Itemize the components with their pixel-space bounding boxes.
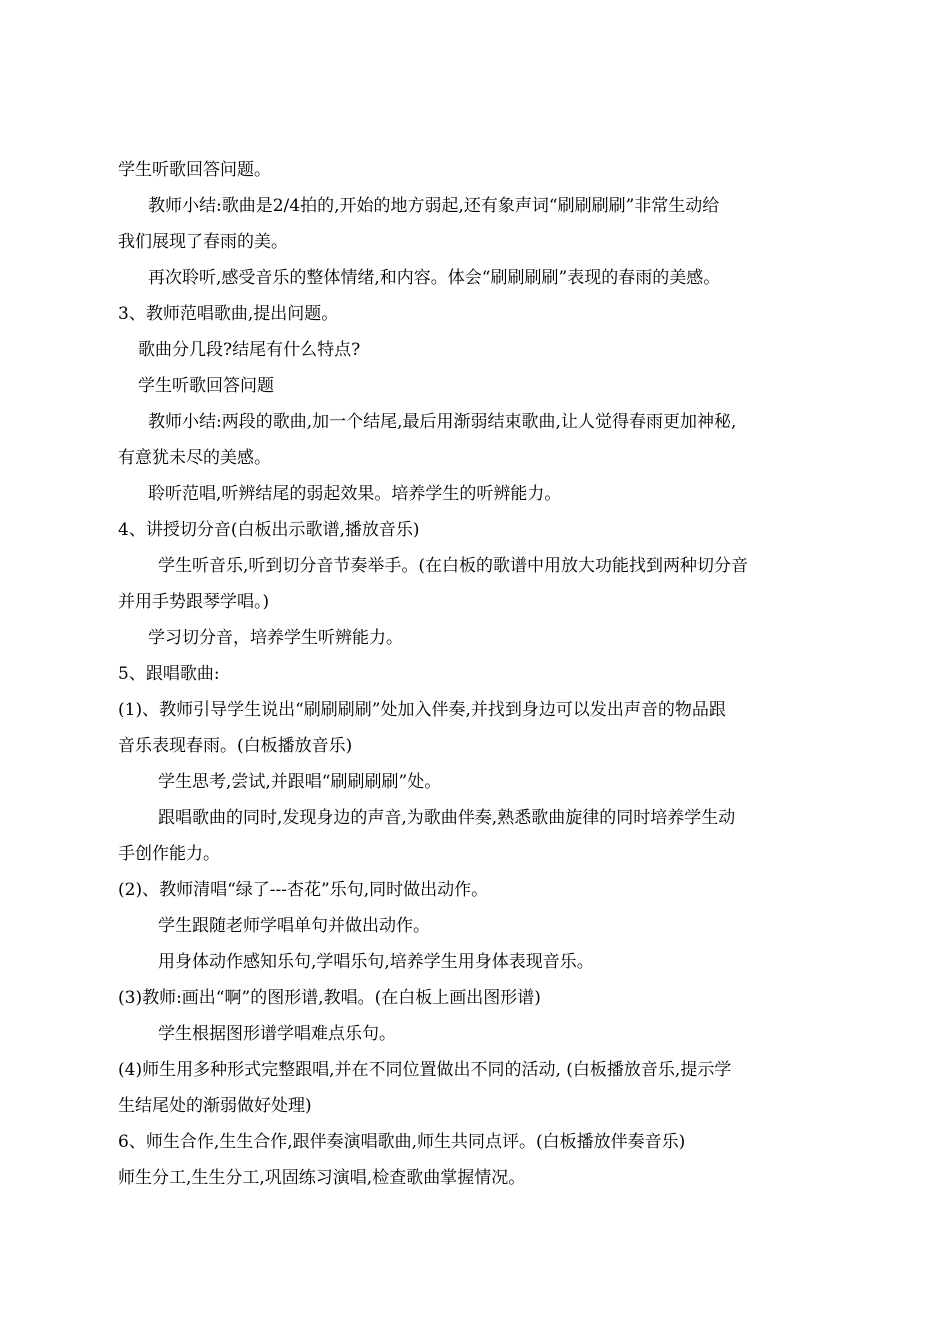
text-line: 学生听歌回答问题。 (118, 160, 271, 180)
text-line: 聆听范唱,听辨结尾的弱起效果。培养学生的听辨能力。 (148, 484, 562, 504)
text-line: (3)教师:画出“啊”的图形谱,教唱。(在白板上画出图形谱) (118, 988, 541, 1008)
text-line: 音乐表现春雨。(白板播放音乐) (118, 736, 353, 756)
document-body (118, 152, 836, 1196)
text-line: 学生听音乐,听到切分音节奏举手。(在白板的歌谱中用放大功能找到两种切分音 (158, 556, 749, 576)
text-line: 学生根据图形谱学唱难点乐句。 (158, 1024, 396, 1044)
text-line: 3、教师范唱歌曲,提出问题。 (118, 304, 339, 324)
text-line: (4)师生用多种形式完整跟唱,并在不同位置做出不同的活动, (白板播放音乐,提示学 (118, 1060, 732, 1080)
text-line: (1)、教师引导学生说出“刷刷刷刷”处加入伴奏,并找到身边可以发出声音的物品跟 (118, 700, 726, 720)
text-line: 教师小结:歌曲是2/4拍的,开始的地方弱起,还有象声词“刷刷刷刷”非常生动给 (148, 196, 720, 216)
text-line: 手创作能力。 (118, 844, 220, 864)
text-line: 生结尾处的渐弱做好处理) (118, 1096, 312, 1116)
text-line: 教师小结:两段的歌曲,加一个结尾,最后用渐弱结束歌曲,让人觉得春雨更加神秘, (148, 412, 737, 432)
text-line: 学生思考,尝试,并跟唱“刷刷刷刷”处。 (158, 772, 442, 792)
text-line: 再次聆听,感受音乐的整体情绪,和内容。体会“刷刷刷刷”表现的春雨的美感。 (148, 268, 721, 288)
text-line: 学生听歌回答问题 (138, 376, 274, 396)
text-line: 有意犹未尽的美感。 (118, 448, 271, 468)
text-line: 跟唱歌曲的同时,发现身边的声音,为歌曲伴奏,熟悉歌曲旋律的同时培养学生动 (158, 808, 736, 828)
text-line: 学生跟随老师学唱单句并做出动作。 (158, 916, 430, 936)
text-line: 师生分工,生生分工,巩固练习演唱,检查歌曲掌握情况。 (118, 1168, 526, 1188)
text-line: 学习切分音，培养学生听辨能力。 (148, 628, 403, 648)
text-line: 并用手势跟琴学唱。) (118, 592, 270, 612)
text-line: 5、跟唱歌曲: (118, 664, 220, 684)
text-line: 歌曲分几段?结尾有什么特点? (138, 340, 361, 360)
text-line: 4、讲授切分音(白板出示歌谱,播放音乐) (118, 520, 420, 540)
text-line: 6、师生合作,生生合作,跟伴奏演唱歌曲,师生共同点评。(白板播放伴奏音乐) (118, 1132, 686, 1152)
text-line: 我们展现了春雨的美。 (118, 232, 288, 252)
text-line: 用身体动作感知乐句,学唱乐句,培养学生用身体表现音乐。 (158, 952, 594, 972)
text-line: (2)、教师清唱“绿了---杏花”乐句,同时做出动作。 (118, 880, 489, 900)
